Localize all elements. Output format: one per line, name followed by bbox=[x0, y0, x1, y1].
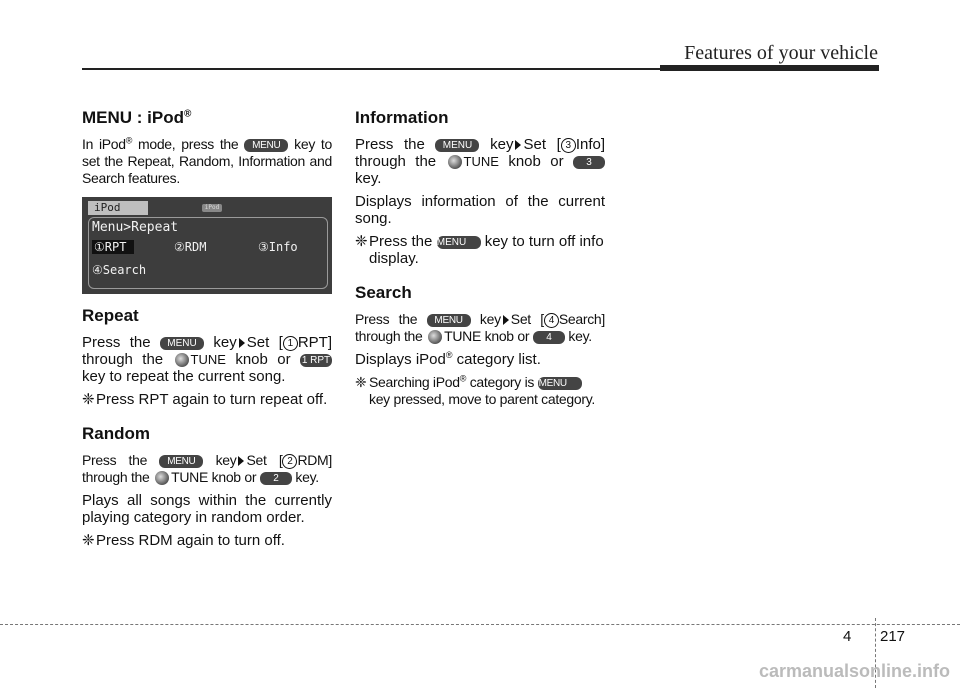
random-note: ❈Press RDM again to turn off. bbox=[82, 532, 285, 549]
four-key-icon: 4 bbox=[533, 331, 565, 344]
information-description: Displays information of the current song. bbox=[355, 193, 605, 227]
two-key-icon: 2 bbox=[260, 472, 292, 485]
menu-ipod-title: MENU : iPod® bbox=[82, 108, 192, 127]
screen-item-info: ③Info bbox=[258, 240, 298, 254]
information-title: Information bbox=[355, 108, 449, 127]
three-key-icon: 3 bbox=[573, 156, 605, 169]
screen-title: Menu>Repeat bbox=[92, 220, 179, 235]
intro-text: In iPod® mode, press the MENU key to set the Repeat, Random, Information and Search features. bbox=[82, 135, 332, 186]
rpt-key-icon: 1 RPT bbox=[301, 354, 331, 366]
tune-knob-icon bbox=[428, 330, 442, 344]
menu-key-icon: MENU bbox=[437, 236, 481, 249]
repeat-title: Repeat bbox=[82, 306, 139, 325]
menu-key-icon: MENU bbox=[435, 139, 479, 152]
number-3-icon: 3 bbox=[561, 138, 576, 153]
arrow-right-icon bbox=[238, 456, 244, 466]
screen-tab: iPod bbox=[88, 201, 148, 215]
random-text: Press the MENU key Set [ 2 RDM] through the TUNE knob or 2 key. bbox=[82, 452, 333, 485]
tune-knob-icon bbox=[448, 155, 462, 169]
number-1-icon: 1 bbox=[283, 336, 298, 351]
menu-key-icon: MENU bbox=[427, 314, 471, 327]
arrow-right-icon bbox=[239, 338, 245, 348]
tune-knob-icon bbox=[155, 471, 169, 485]
menu-key-icon: MENU bbox=[159, 455, 203, 468]
page-number: 217 bbox=[880, 628, 906, 645]
tune-knob-icon bbox=[175, 353, 189, 367]
footer-rule bbox=[0, 624, 960, 625]
menu-key-icon: MENU bbox=[538, 377, 582, 390]
repeat-note: ❈Press RPT again to turn repeat off. bbox=[82, 391, 328, 408]
menu-key-icon: MENU bbox=[244, 139, 288, 152]
random-description: Plays all songs within the currently playing category in random order. bbox=[82, 492, 332, 526]
header-title: Features of your vehicle bbox=[684, 42, 878, 64]
right-column bbox=[355, 108, 605, 414]
search-note: ❈ Searching iPod® category is MENU key pressed, move to parent category. bbox=[355, 373, 595, 407]
ipod-badge-icon: iPod bbox=[202, 204, 222, 212]
information-text: Press the MENU key Set [ 3 Info] through the TUNE knob or 3 key. bbox=[355, 136, 605, 187]
number-2-icon: 2 bbox=[282, 454, 297, 469]
number-4-icon: 4 bbox=[544, 313, 559, 328]
search-description: Displays iPod® category list. bbox=[355, 350, 541, 368]
random-title: Random bbox=[82, 424, 150, 443]
left-column bbox=[82, 108, 332, 555]
screen-item-rpt: ①RPT bbox=[92, 239, 134, 255]
repeat-text: Press the MENU key Set [ 1 RPT] through the TUNE knob or 1 RPT key to repeat the current song. bbox=[82, 334, 333, 385]
screen-item-search: ④Search bbox=[92, 263, 147, 277]
menu-key-icon: MENU bbox=[160, 337, 204, 350]
search-title: Search bbox=[355, 283, 412, 302]
watermark: carmanualsonline.info bbox=[758, 661, 950, 681]
ipod-menu-screen bbox=[82, 197, 332, 294]
header-bar bbox=[660, 65, 879, 71]
chapter-number: 4 bbox=[843, 628, 852, 645]
arrow-right-icon bbox=[515, 140, 521, 150]
search-text: Press the MENU key Set [ 4 Search] through the TUNE knob or 4 key. bbox=[355, 311, 605, 344]
arrow-right-icon bbox=[503, 315, 509, 325]
information-note: ❈Press the MENU key to turn off info display. bbox=[355, 233, 604, 267]
screen-item-rdm: ②RDM bbox=[174, 240, 207, 254]
